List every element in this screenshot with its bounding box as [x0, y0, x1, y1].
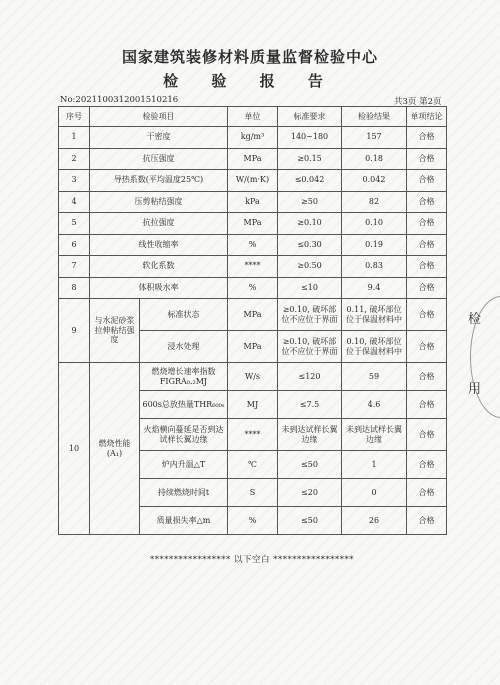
cell-requirement: ≤20: [278, 479, 342, 507]
cell-unit: MJ: [228, 391, 278, 419]
cell-unit: %: [228, 234, 278, 256]
cell-subitem: 火焰横向蔓延是否到达试样长翼边缘: [140, 419, 228, 451]
cell-unit: ℃: [228, 451, 278, 479]
cell-conclusion: 合格: [407, 191, 447, 213]
cell-no: 9: [59, 299, 90, 363]
cell-result: 0.042: [342, 170, 407, 192]
cell-group: 与水泥砂浆拉伸粘结强度: [90, 299, 140, 363]
cell-unit: MPa: [228, 331, 278, 363]
cell-result: 0.83: [342, 256, 407, 278]
cell-item: 线性收缩率: [90, 234, 228, 256]
cell-no: 4: [59, 191, 90, 213]
table-row: [59, 277, 447, 299]
cell-conclusion: 合格: [407, 256, 447, 278]
table-row: [59, 213, 447, 235]
cell-conclusion: 合格: [407, 451, 447, 479]
cell-result: 0.18: [342, 148, 407, 170]
cell-conclusion: 合格: [407, 363, 447, 391]
cell-requirement: ≤50: [278, 451, 342, 479]
cell-conclusion: 合格: [407, 277, 447, 299]
seal-stamp-text: [468, 300, 500, 420]
cell-result: 59: [342, 363, 407, 391]
col-header-no: 序号: [59, 107, 90, 127]
cell-unit: %: [228, 507, 278, 535]
cell-no: 3: [59, 170, 90, 192]
cell-no: 8: [59, 277, 90, 299]
cell-conclusion: 合格: [407, 331, 447, 363]
cell-group: 燃烧性能(A₁): [90, 363, 140, 535]
cell-requirement: ≥0.10: [278, 213, 342, 235]
report-number: No:2021100312001510216: [60, 95, 179, 105]
blank-below-note: ***************** 以下空白 *****************: [150, 555, 354, 565]
seal-char: 用: [468, 382, 482, 397]
cell-item: 软化系数: [90, 256, 228, 278]
cell-unit: kg/m³: [228, 127, 278, 149]
cell-item: 干密度: [90, 127, 228, 149]
col-header-item: 检验项目: [90, 107, 228, 127]
cell-unit: ****: [228, 256, 278, 278]
cell-unit: MPa: [228, 148, 278, 170]
cell-conclusion: 合格: [407, 419, 447, 451]
cell-no: 5: [59, 213, 90, 235]
cell-no: 6: [59, 234, 90, 256]
cell-subitem: 浸水处理: [140, 331, 228, 363]
cell-unit: W/(m·K): [228, 170, 278, 192]
cell-subitem: 燃烧增长速率指数FIGRA₀.₂MJ: [140, 363, 228, 391]
cell-result: 0.10: [342, 213, 407, 235]
cell-conclusion: 合格: [407, 391, 447, 419]
cell-subitem: 持续燃烧时间t: [140, 479, 228, 507]
cell-unit: kPa: [228, 191, 278, 213]
table-row: [59, 234, 447, 256]
cell-requirement: 140~180: [278, 127, 342, 149]
col-header-unit: 单位: [228, 107, 278, 127]
cell-no: 1: [59, 127, 90, 149]
cell-conclusion: 合格: [407, 299, 447, 331]
cell-result: 26: [342, 507, 407, 535]
table-row: [59, 363, 447, 391]
cell-unit: ****: [228, 419, 278, 451]
table-row: [59, 256, 447, 278]
cell-result: 0.19: [342, 234, 407, 256]
col-header-requirement: 标准要求: [278, 107, 342, 127]
cell-result: 82: [342, 191, 407, 213]
cell-requirement: ≤0.30: [278, 234, 342, 256]
table-row: [59, 148, 447, 170]
table-header-row: [59, 107, 447, 127]
cell-conclusion: 合格: [407, 127, 447, 149]
cell-conclusion: 合格: [407, 170, 447, 192]
cell-requirement: ≤120: [278, 363, 342, 391]
cell-requirement: ≥0.10, 破坏部位不应位于界面: [278, 331, 342, 363]
cell-requirement: ≥50: [278, 191, 342, 213]
cell-requirement: ≤7.5: [278, 391, 342, 419]
cell-conclusion: 合格: [407, 507, 447, 535]
cell-subitem: 炉内升温△T: [140, 451, 228, 479]
cell-result: 0.11, 破坏部位位于保温材料中: [342, 299, 407, 331]
cell-no: 10: [59, 363, 90, 535]
report-title: 国家建筑装修材料质量监督检验中心: [121, 48, 378, 66]
cell-requirement: ≥0.15: [278, 148, 342, 170]
cell-unit: S: [228, 479, 278, 507]
cell-item: 体积吸水率: [90, 277, 228, 299]
cell-requirement: ≤10: [278, 277, 342, 299]
cell-no: 2: [59, 148, 90, 170]
cell-result: 4.6: [342, 391, 407, 419]
cell-item: 压剪粘结强度: [90, 191, 228, 213]
page-info: 共3页 第2页: [394, 97, 442, 107]
report-subtitle: 检 验 报 告: [163, 72, 337, 90]
cell-unit: MPa: [228, 213, 278, 235]
cell-item: 导热系数(平均温度25℃): [90, 170, 228, 192]
col-header-result: 检验结果: [342, 107, 407, 127]
cell-subitem: 质量损失率△m: [140, 507, 228, 535]
cell-item: 抗拉强度: [90, 213, 228, 235]
inspection-table: [58, 106, 447, 535]
cell-unit: %: [228, 277, 278, 299]
cell-unit: W/s: [228, 363, 278, 391]
cell-conclusion: 合格: [407, 148, 447, 170]
table-row: [59, 127, 447, 149]
cell-requirement: ≥0.50: [278, 256, 342, 278]
cell-unit: MPa: [228, 299, 278, 331]
cell-result: 1: [342, 451, 407, 479]
table-row: [59, 191, 447, 213]
cell-conclusion: 合格: [407, 479, 447, 507]
cell-conclusion: 合格: [407, 213, 447, 235]
cell-result: 157: [342, 127, 407, 149]
cell-no: 7: [59, 256, 90, 278]
cell-conclusion: 合格: [407, 234, 447, 256]
table-row: [59, 299, 447, 331]
col-header-conclusion: 单项结论: [407, 107, 447, 127]
cell-result: 未到达试样长翼边缘: [342, 419, 407, 451]
cell-requirement: ≤0.042: [278, 170, 342, 192]
cell-requirement: ≤50: [278, 507, 342, 535]
cell-result: 9.4: [342, 277, 407, 299]
cell-result: 0: [342, 479, 407, 507]
cell-requirement: 未到达试样长翼边缘: [278, 419, 342, 451]
seal-char: 检: [468, 312, 482, 327]
cell-item: 抗压强度: [90, 148, 228, 170]
cell-result: 0.10, 破坏部位位于保温材料中: [342, 331, 407, 363]
table-row: [59, 170, 447, 192]
cell-subitem: 600s总放热量THR₆₀₀ₛ: [140, 391, 228, 419]
cell-requirement: ≥0.10, 破坏部位不应位于界面: [278, 299, 342, 331]
cell-subitem: 标准状态: [140, 299, 228, 331]
